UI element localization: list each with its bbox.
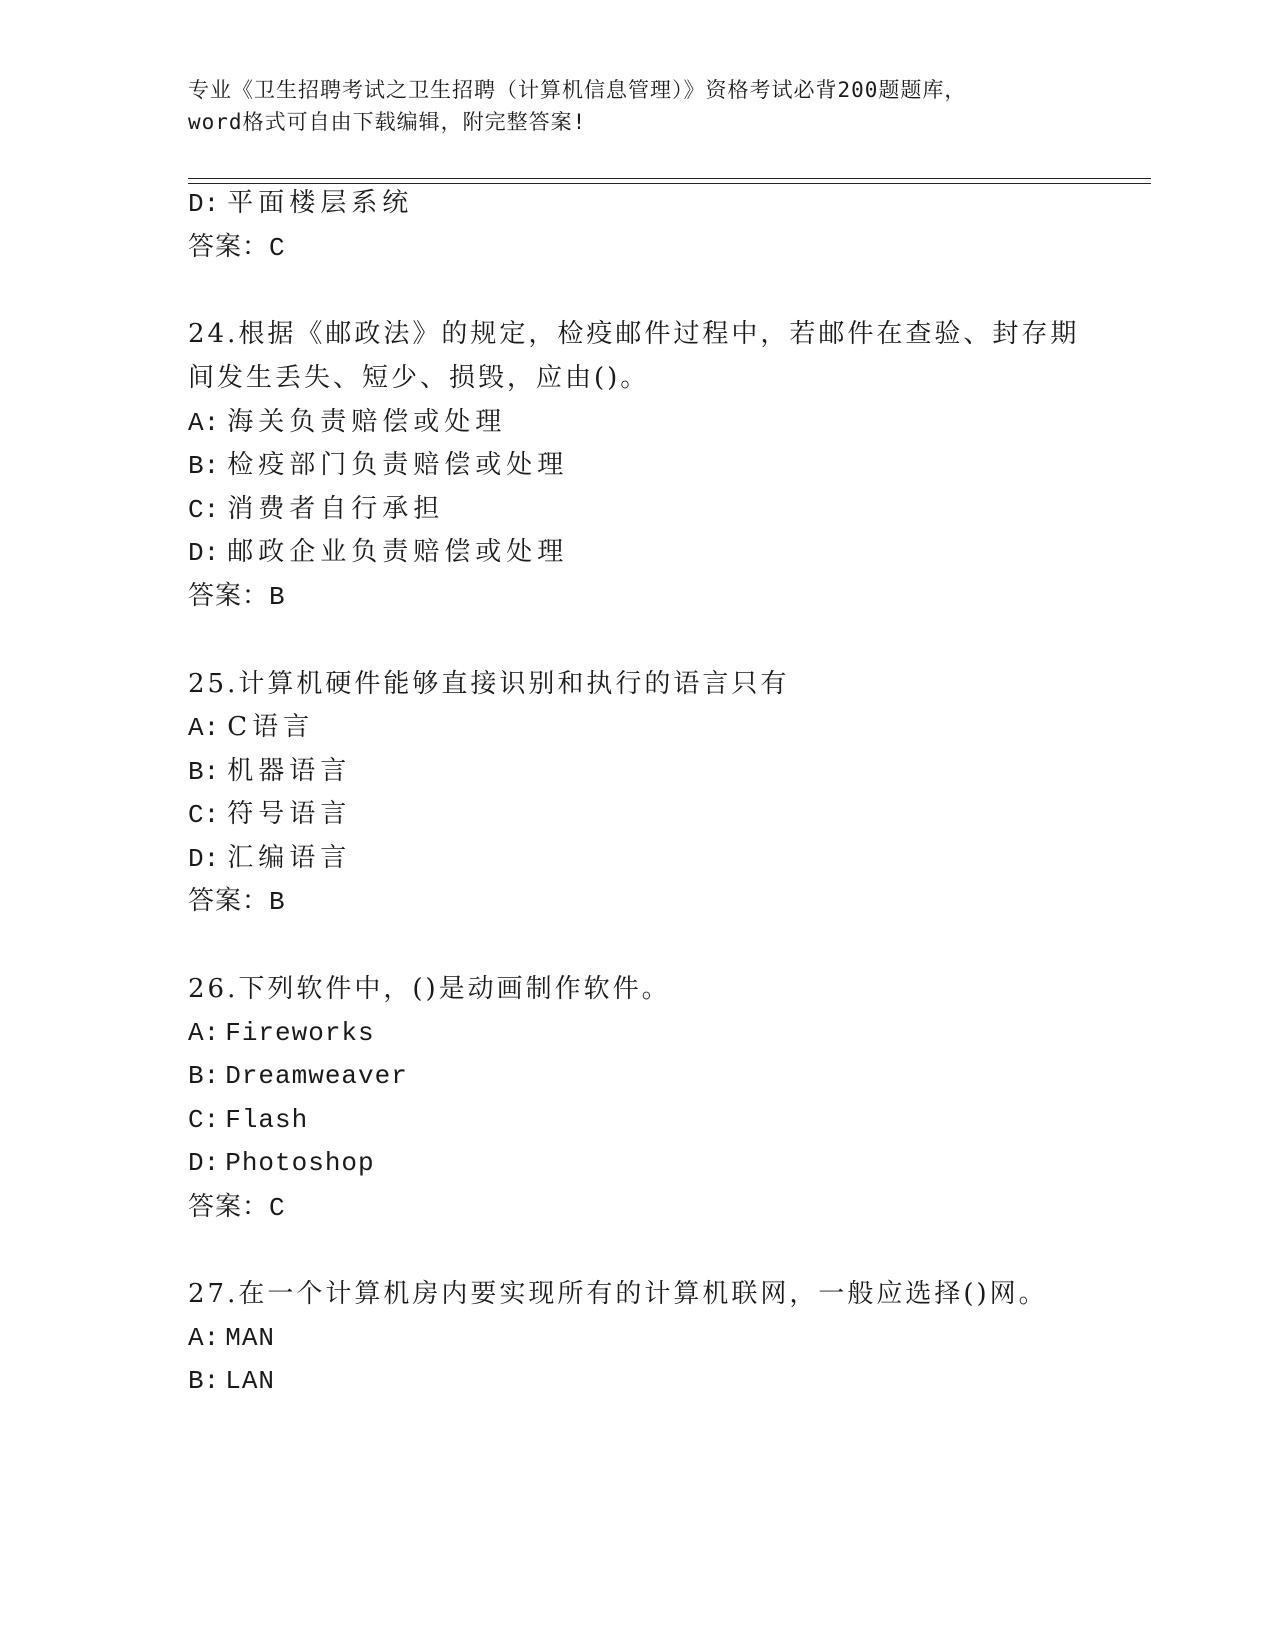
question-26-option-d — [188, 1146, 375, 1180]
question-24-option-c — [188, 492, 444, 527]
option-text: 符号语言 — [227, 799, 352, 829]
option-text: 邮政企业负责赔偿或处理 — [227, 537, 569, 567]
question-26-option-a — [188, 1016, 375, 1050]
option-key: A: — [188, 408, 220, 438]
option-text: 平面楼层系统 — [227, 188, 414, 218]
option-key: A: — [188, 1323, 220, 1353]
question-24-text-line-2: 间发生丢失、短少、损毁，应由()。 — [188, 363, 650, 393]
option-key: C: — [188, 800, 220, 830]
question-26-option-b — [188, 1059, 408, 1093]
question-26-option-c — [188, 1103, 308, 1137]
option-text: LAN — [225, 1366, 276, 1396]
option-key: C: — [188, 495, 220, 525]
question-25-option-a — [188, 710, 314, 745]
answer-value: B — [269, 887, 286, 917]
option-key: D: — [188, 1148, 220, 1178]
question-27-option-b — [188, 1364, 275, 1398]
answer-value: C — [269, 233, 286, 263]
header-divider-bottom — [188, 183, 1151, 184]
question-24-option-b — [188, 448, 568, 483]
question-24-answer — [188, 579, 286, 614]
answer-label: 答案： — [188, 1192, 270, 1222]
document-header — [188, 74, 1088, 138]
question-24-text-line-1: 24.根据《邮政法》的规定，检疫邮件过程中，若邮件在查验、封存期 — [188, 319, 1080, 349]
option-key: D: — [188, 538, 220, 568]
option-d — [188, 186, 413, 221]
option-key: D: — [188, 189, 220, 219]
option-text: 汇编语言 — [227, 843, 352, 873]
question-26-answer — [188, 1190, 286, 1225]
question-24-option-d — [188, 535, 568, 570]
answer-value: C — [269, 1193, 286, 1223]
option-key: B: — [188, 757, 220, 787]
option-key: D: — [188, 844, 220, 874]
header-divider-top — [188, 178, 1151, 179]
option-key: B: — [188, 1061, 220, 1091]
option-text: 检疫部门负责赔偿或处理 — [227, 450, 569, 480]
header-title-line-2: word格式可自由下载编辑，附完整答案! — [188, 110, 587, 134]
question-26-text: 26.下列软件中，()是动画制作软件。 — [188, 974, 671, 1004]
option-text: 机器语言 — [227, 756, 352, 786]
header-title-line-1: 专业《卫生招聘考试之卫生招聘（计算机信息管理）》资格考试必背200题题库， — [188, 78, 967, 102]
option-text: Photoshop — [225, 1148, 375, 1178]
question-27-text: 27.在一个计算机房内要实现所有的计算机联网，一般应选择()网。 — [188, 1279, 1048, 1309]
option-key: A: — [188, 713, 220, 743]
answer-label: 答案： — [188, 886, 270, 916]
question-25-answer — [188, 884, 286, 919]
question-25-option-c — [188, 797, 351, 832]
option-text: 海关负责赔偿或处理 — [227, 407, 507, 437]
option-text: Flash — [225, 1105, 309, 1135]
question-25-text: 25.计算机硬件能够直接识别和执行的语言只有 — [188, 669, 790, 699]
option-key: B: — [188, 1366, 220, 1396]
answer-label: 答案： — [188, 581, 270, 611]
option-key: C: — [188, 1105, 220, 1135]
question-25-option-b — [188, 754, 351, 789]
option-text: Fireworks — [225, 1018, 375, 1048]
answer-label: 答案： — [188, 232, 270, 262]
option-text: C语言 — [227, 712, 315, 742]
option-text: 消费者自行承担 — [227, 494, 445, 524]
question-24-option-a — [188, 405, 506, 440]
answer-line — [188, 230, 286, 265]
option-key: A: — [188, 1018, 220, 1048]
option-text: MAN — [225, 1323, 276, 1353]
option-key: B: — [188, 451, 220, 481]
question-25-option-d — [188, 841, 351, 876]
question-27-option-a — [188, 1321, 275, 1355]
answer-value: B — [269, 582, 286, 612]
option-text: Dreamweaver — [225, 1061, 408, 1091]
